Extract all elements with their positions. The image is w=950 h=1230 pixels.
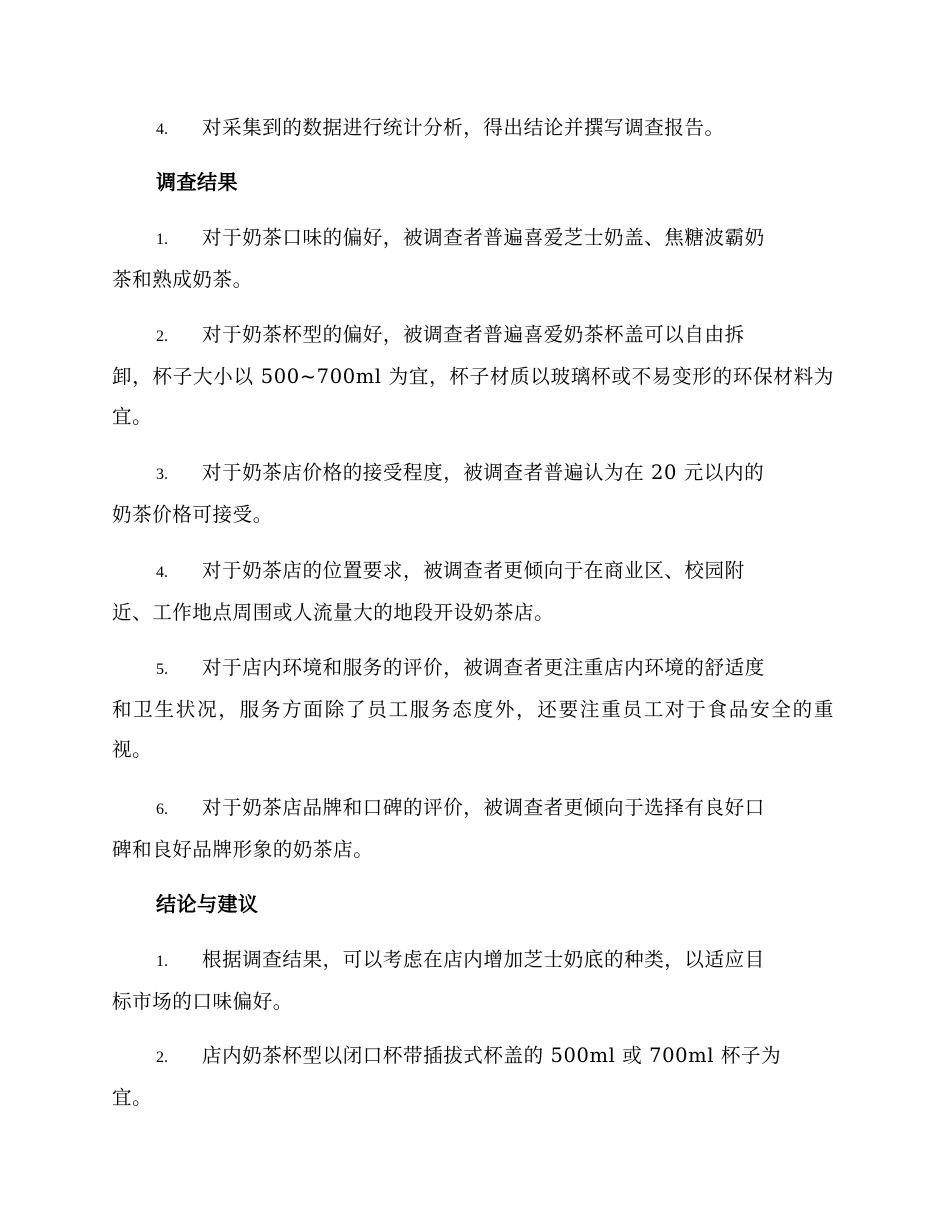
list-text-line1: 对于奶茶口味的偏好，被调查者普遍喜爱芝士奶盖、焦糖波霸奶: [202, 226, 765, 249]
list-text-rest: 宜。: [112, 1086, 153, 1109]
list-item: [112, 218, 834, 300]
list-text-line1: 对于奶茶杯型的偏好，被调查者普遍喜爱奶茶杯盖可以自由拆: [202, 323, 745, 346]
section-heading-conclusions: 结论与建议: [156, 892, 259, 916]
list-text-line1: 店内奶茶杯型以闭口杯带插拔式杯盖的 500ml 或 700ml 杯子为: [202, 1044, 782, 1067]
list-item: [112, 648, 834, 770]
list-text-line1: 对于店内环境和服务的评价，被调查者更注重店内环境的舒适度: [202, 656, 765, 679]
list-text-rest: 和卫生状况，服务方面除了员工服务态度外，还要注重员工对于食品安全的重视。: [112, 698, 834, 761]
list-text-rest: 标市场的口味偏好。: [112, 990, 293, 1013]
list-text-rest: 碑和良好品牌形象的奶茶店。: [112, 838, 374, 861]
list-number: 2.: [156, 328, 168, 345]
list-text-rest: 茶和熟成奶茶。: [112, 268, 253, 291]
list-text-rest: 近、工作地点周围或人流量大的地段开设奶茶店。: [112, 601, 555, 624]
list-number: 3.: [156, 466, 168, 483]
list-text-rest: 奶茶价格可接受。: [112, 503, 273, 526]
list-item: [112, 453, 834, 535]
list-text-line1: 对于奶茶店价格的接受程度，被调查者普遍认为在 20 元以内的: [202, 461, 765, 484]
list-number: 4.: [156, 564, 168, 581]
list-text-line1: 对于奶茶店的位置要求，被调查者更倾向于在商业区、校园附: [202, 559, 745, 582]
list-item: [112, 315, 834, 437]
list-text-line1: 对于奶茶店品牌和口碑的评价，被调查者更倾向于选择有良好口: [202, 796, 765, 819]
list-text-line1: 根据调查结果，可以考虑在店内增加芝士奶底的种类，以适应目: [202, 948, 765, 971]
list-item: [112, 940, 834, 1022]
list-number: 6.: [156, 801, 168, 818]
list-number: 4.: [156, 121, 168, 138]
section-heading-results: 调查结果: [156, 170, 238, 194]
list-number: 2.: [156, 1049, 168, 1066]
list-item: [112, 788, 834, 870]
list-number: 5.: [156, 661, 168, 678]
list-number: 1.: [156, 953, 168, 970]
list-text-rest: 卸，杯子大小以 500~700ml 为宜，杯子材质以玻璃杯或不易变形的环保材料为宜。: [112, 365, 834, 428]
list-number: 1.: [156, 231, 168, 248]
list-text: 对采集到的数据进行统计分析，得出结论并撰写调查报告。: [202, 116, 725, 139]
list-item: [112, 1036, 834, 1118]
list-item: [112, 108, 834, 150]
list-item: [112, 551, 834, 633]
